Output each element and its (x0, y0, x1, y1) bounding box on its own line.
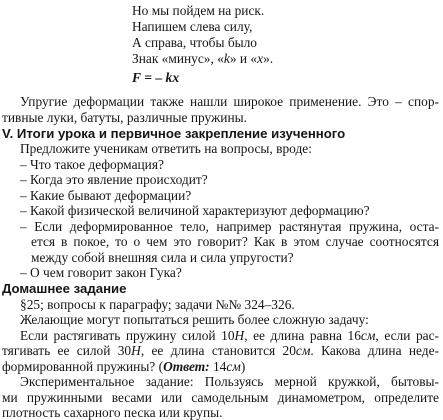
task-line-2 (2, 343, 439, 358)
task-text: , ее длина равна 16 (244, 328, 361, 343)
unit-cm: см (295, 343, 311, 358)
intro-line-1: Упругие деформации также нашли широкое применение. Это – спор- (20, 94, 439, 109)
task-line-1 (20, 328, 439, 343)
poem-line-2: Напишем слева силу, (132, 19, 253, 34)
answer-value: 14 (209, 359, 227, 374)
task-text: Если растягивать пружину силой 10 (20, 328, 235, 343)
unit-cm: см (226, 359, 241, 374)
task-text: тягивать ее силой 30 (2, 343, 132, 358)
hooke-formula: F = – kx (132, 70, 180, 85)
experiment-line-3: плотность сахарного песка или крупы. (2, 405, 223, 420)
question-5-line-2: ется в покое, то о чем это говорит? Как в этом случае соотносятся (31, 234, 439, 249)
poem-line-3: А справа, чтобы было (132, 35, 258, 50)
section-lead: Предложите ученикам ответить на вопросы, вроде: (20, 141, 312, 156)
unit-newton: Н (131, 343, 141, 358)
question-2: – Когда это явление происходит? (20, 172, 208, 187)
question-5-line-3: между собой внешняя сила и сила упругости? (31, 250, 294, 265)
task-text: , если рас- (375, 328, 440, 343)
poem-line-1: Но мы пойдем на риск. (132, 3, 265, 18)
question-3: – Какие бывают деформации? (20, 188, 192, 203)
poem-line-4-text: Знак «минус», « (132, 51, 224, 66)
poem-line-4-text: ». (263, 51, 274, 66)
homework-assignment: §25; вопросы к параграфу; задачи №№ 324–326. (20, 297, 295, 312)
question-4: – Какой физической величиной характеризуют деформацию? (20, 203, 370, 218)
task-line-3 (2, 359, 245, 374)
poem-symbol-k: k (223, 51, 230, 66)
task-text: ) (240, 359, 246, 374)
homework-optional: Желающие могут попытаться решить более сложную задачу: (20, 312, 369, 327)
task-text: формированной пружины? ( (2, 359, 164, 374)
homework-heading: Домашнее задание (2, 281, 127, 296)
unit-newton: Н (234, 328, 245, 343)
poem-line-4 (132, 51, 273, 66)
section-heading: V. Итоги урока и первичное закрепление изученного (2, 126, 346, 141)
experiment-line-1: Экспериментальное задание: Пользуясь мерной кружкой, бытовы- (20, 374, 439, 389)
task-text: , ее длина становится 20 (140, 343, 296, 358)
question-6: – О чем говорит закон Гука? (20, 265, 182, 280)
poem-line-4-text: » и « (229, 51, 258, 66)
question-1: – Что такое деформация? (20, 157, 164, 172)
answer-label: Ответ: (163, 359, 210, 374)
experiment-line-2: ми пружинными весами или самодельным динамометром, определите (2, 390, 439, 405)
question-5-line-1: – Если деформированное тело, например растянутая пружина, оста- (20, 219, 439, 234)
unit-cm: см (360, 328, 376, 343)
task-text: . Какова длина неде- (310, 343, 439, 358)
intro-line-2: тивные луки, батуты, различные пружины. (2, 110, 247, 125)
poem-symbol-x: x (257, 51, 264, 66)
